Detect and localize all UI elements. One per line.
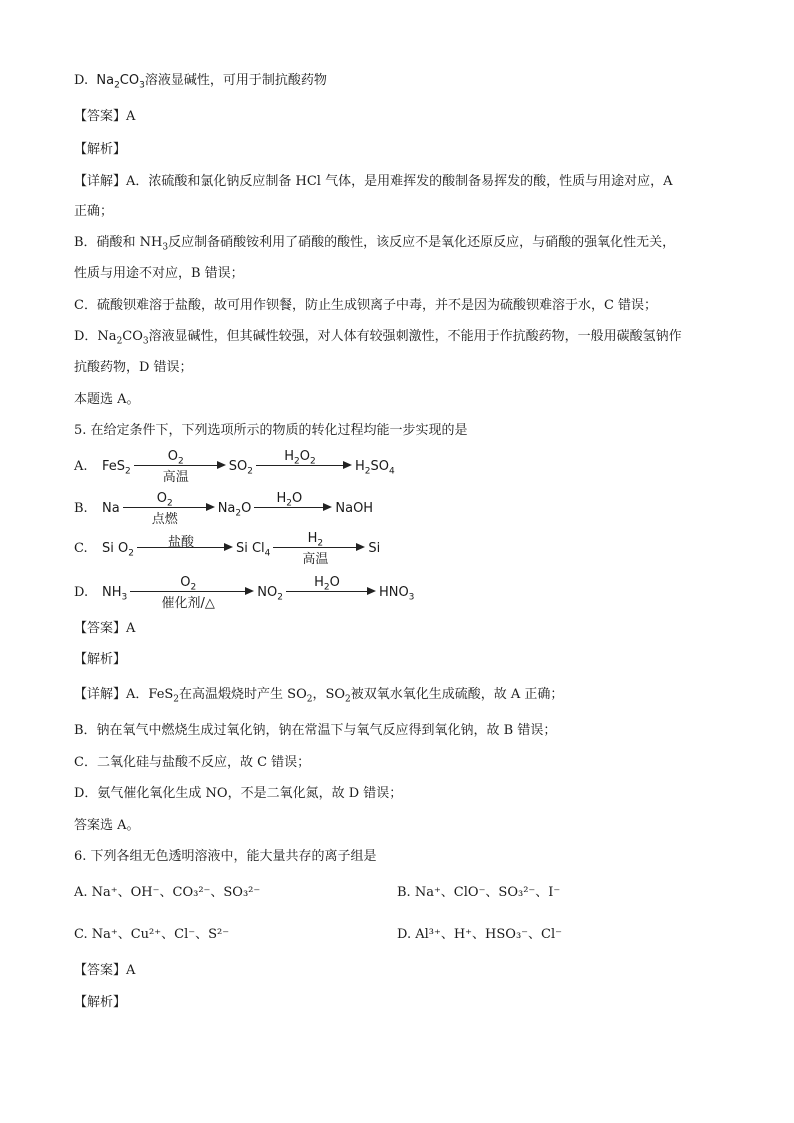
reaction-arrow: $H_2$ 高温: [273, 533, 365, 563]
q4-answer: 【答案】A: [74, 109, 136, 124]
q5-option-b: B. Na $O_2$ 点燃 $Na_2O$ $H_2O$ NaOH: [74, 491, 374, 527]
q5-detail-line: 答案选 A。: [74, 818, 140, 833]
q5-option-c: C. Si $O_2$ 盐酸 Si $Cl_4$ $H_2$ 高温 Si: [74, 531, 381, 567]
q6-option-c: C. Na⁺、Cu²⁺、Cl⁻、S²⁻: [74, 927, 230, 942]
q4-analysis-heading: 【解析】: [74, 142, 127, 157]
reaction-arrow: $O_2$ 催化剂/△: [130, 577, 254, 607]
q6-option-a: A. Na⁺、OH⁻、CO₃²⁻、SO₃²⁻: [74, 885, 261, 900]
reaction-arrow: $O_2$ 点燃: [123, 493, 215, 523]
q6-stem: 6. 下列各组无色透明溶液中，能大量共存的离子组是: [74, 849, 377, 864]
q4-detail-line: 本题选 A。: [74, 392, 140, 407]
q5-detail-line: C．二氧化硅与盐酸不反应，故 C 错误；: [74, 755, 311, 770]
q5-analysis-heading: 【解析】: [74, 652, 127, 667]
q6-option-d: D. Al³⁺、H⁺、HSO₃⁻、Cl⁻: [397, 927, 562, 942]
q4-detail-line: B．硝酸和 $NH_3$反应制备硝酸铵利用了硝酸的酸性，该反应不是氧化还原反应，与硝酸的强氧化性无关，: [74, 235, 676, 253]
q5-answer: 【答案】A: [74, 621, 136, 636]
q6-answer: 【答案】A: [74, 963, 136, 978]
q6-analysis-heading: 【解析】: [74, 995, 127, 1010]
q4-detail-line: C．硫酸钡难溶于盐酸，故可用作钡餐，防止生成钡离子中毒，并不是因为硫酸钡难溶于水，C 错误；: [74, 298, 658, 313]
reaction-arrow: $H_2O$: [254, 493, 332, 523]
reaction-arrow: $O_2$ 高温: [134, 451, 226, 481]
q4-detail-line: 正确；: [74, 204, 114, 219]
q4-detail-line: 【详解】A．浓硫酸和氯化钠反应制备 HCl 气体，是用难挥发的酸制备易挥发的酸，性质与用途对应，A: [74, 174, 673, 189]
q4-detail-line: 性质与用途不对应，B 错误；: [74, 266, 244, 281]
q4-detail-line: 抗酸药物，D 错误；: [74, 360, 193, 375]
q6-option-b: B. Na⁺、ClO⁻、SO₃²⁻、I⁻: [397, 885, 561, 900]
reaction-arrow: $H_2O$: [286, 577, 376, 607]
q5-detail-line: D．氨气催化氧化生成 NO，不是二氧化氮，故 D 错误；: [74, 786, 403, 801]
reaction-arrow: $H_2O_2$: [256, 451, 352, 481]
reaction-arrow: 盐酸: [137, 533, 233, 563]
q4-detail-line: D．$Na_2CO_3$溶液显碱性，但其碱性较强，对人体有较强刺激性，不能用于作抗酸药物，一般用碳酸氢钠作: [74, 329, 682, 347]
q5-option-a: A. FeS$_2$ $O_2$ 高温 $SO_2$ $H_2O_2$ $H_2SO_4$: [74, 449, 395, 485]
q5-stem: 5. 在给定条件下，下列选项所示的物质的转化过程均能一步实现的是: [74, 423, 468, 438]
q5-detail-line: 【详解】A．FeS$_2$在高温煅烧时产生 $SO_2$，$SO_2$被双氧水氧化生成硫酸，故 A 正确；: [74, 687, 564, 705]
q5-detail-line: B．钠在氧气中燃烧生成过氧化钠，钠在常温下与氧气反应得到氧化钠，故 B 错误；: [74, 723, 557, 738]
q5-option-d: D. $NH_3$ $O_2$ 催化剂/△ $NO_2$ $H_2O$ $HNO_3$: [74, 575, 415, 611]
prev-option-d: D. $Na_2CO_3$溶液显碱性，可用于制抗酸药物: [74, 73, 327, 91]
